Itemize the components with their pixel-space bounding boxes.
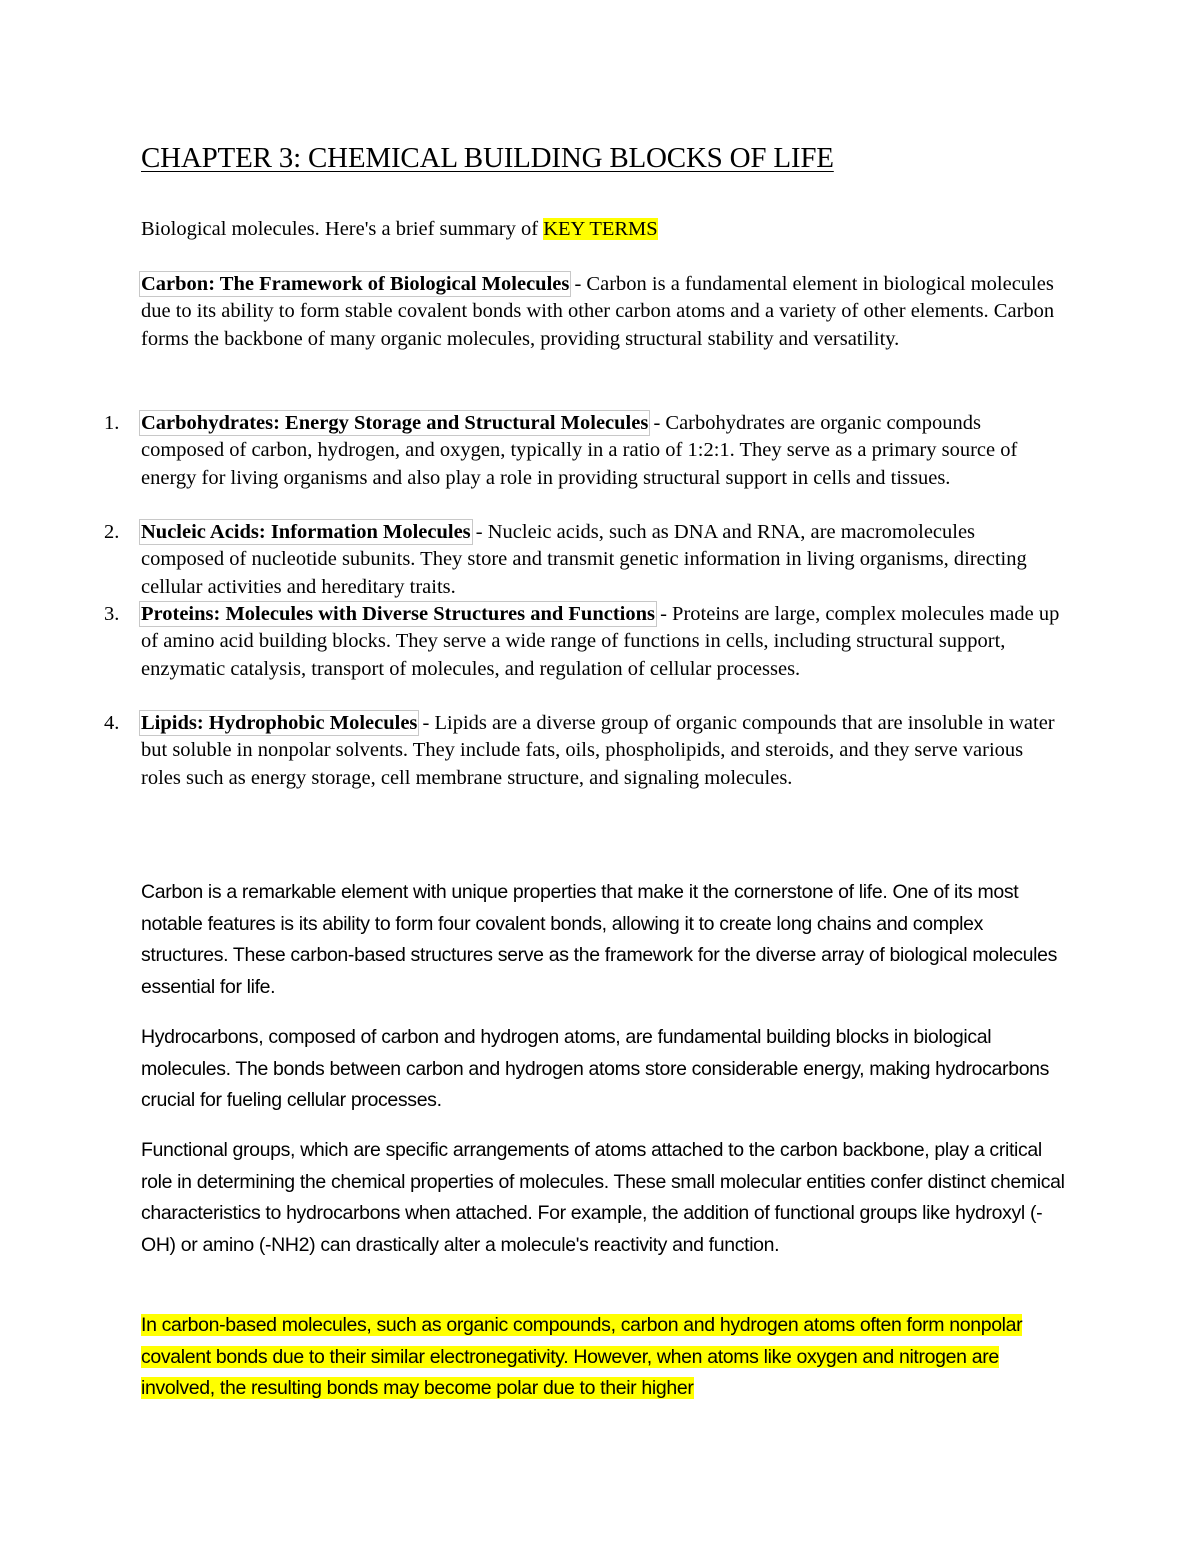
highlighted-text: In carbon-based molecules, such as organic compounds, carbon and hydrogen atoms often form nonpolar covalent bonds due to their similar electronegativity. However, when atoms like oxygen and nitrogen are involved, the resulting bonds may become polar due to their higher	[141, 1314, 1023, 1399]
list-term: Lipids: Hydrophobic Molecules	[141, 712, 418, 734]
list-item	[104, 519, 1061, 601]
carbon-body: - Carbon is a fundamental element in biological molecules due to its ability to form stable covalent bonds with other carbon atoms and a variety of other elements. Carbon forms the backbone of many organic molecules, providing structural stability and versatility.	[141, 273, 1055, 350]
paragraph-carbon: Carbon is a remarkable element with unique properties that make it the cornerstone of life. One of its most notable features is its ability to form four covalent bonds, allowing it to create long chains and complex structures. These carbon-based structures serve as the framework for the diverse array of biological molecules essential for life.	[141, 881, 1057, 998]
list-number: 2.	[104, 521, 120, 543]
list-item	[104, 710, 1061, 792]
list-body: - Nucleic acids, such as DNA and RNA, are macromolecules composed of nucleotide subunits. They store and transmit genetic information in living organisms, directing cellular activities and hereditary traits.	[141, 521, 1027, 598]
intro-line	[141, 215, 658, 243]
paragraph-hydrocarbons: Hydrocarbons, composed of carbon and hydrogen atoms, are fundamental building blocks in biological molecules. The bonds between carbon and hydrogen atoms store considerable energy, making hydrocarbons crucial for fueling cellular processes.	[141, 1026, 1050, 1111]
list-term: Nucleic Acids: Information Molecules	[141, 521, 471, 543]
key-terms-highlight: KEY TERMS	[543, 218, 658, 240]
list-body: - Carbohydrates are organic compounds composed of carbon, hydrogen, and oxygen, typically in a ratio of 1:2:1. They serve as a primary source of energy for living organisms and also play a role in providing structural support in cells and tissues.	[141, 412, 1018, 489]
paragraph-highlighted	[141, 1310, 1066, 1405]
list-body: - Lipids are a diverse group of organic compounds that are insoluble in water but soluble in nonpolar solvents. They include fats, oils, phospholipids, and steroids, and they serve various roles such as energy storage, cell membrane structure, and signaling molecules.	[141, 712, 1055, 789]
list-term: Carbohydrates: Energy Storage and Structural Molecules	[141, 412, 649, 434]
page-title: CHAPTER 3: CHEMICAL BUILDING BLOCKS OF LIFE	[141, 142, 834, 174]
list-number: 3.	[104, 603, 120, 625]
list-number: 4.	[104, 712, 120, 734]
paragraph-functional-groups: Functional groups, which are specific arrangements of atoms attached to the carbon backbone, play a critical role in determining the chemical properties of molecules. These small molecular entities confer distinct chemical characteristics to hydrocarbons when attached. For example, the addition of functional groups like hydroxyl (-OH) or amino (-NH2) can drastically alter a molecule's reactivity and function.	[141, 1139, 1065, 1256]
intro-text: Biological molecules. Here's a brief summary of	[141, 218, 544, 240]
list-body: - Proteins are large, complex molecules made up of amino acid building blocks. They serve a wide range of functions in cells, including structural support, enzymatic catalysis, transport of molecules, and regulation of cellular processes.	[141, 603, 1060, 680]
list-item	[104, 601, 1061, 683]
list-item	[104, 410, 1061, 492]
carbon-term: Carbon: The Framework of Biological Molecules	[141, 273, 570, 295]
carbon-section	[141, 271, 1061, 353]
list-number: 1.	[104, 412, 120, 434]
list-term: Proteins: Molecules with Diverse Structures and Functions	[141, 603, 655, 625]
